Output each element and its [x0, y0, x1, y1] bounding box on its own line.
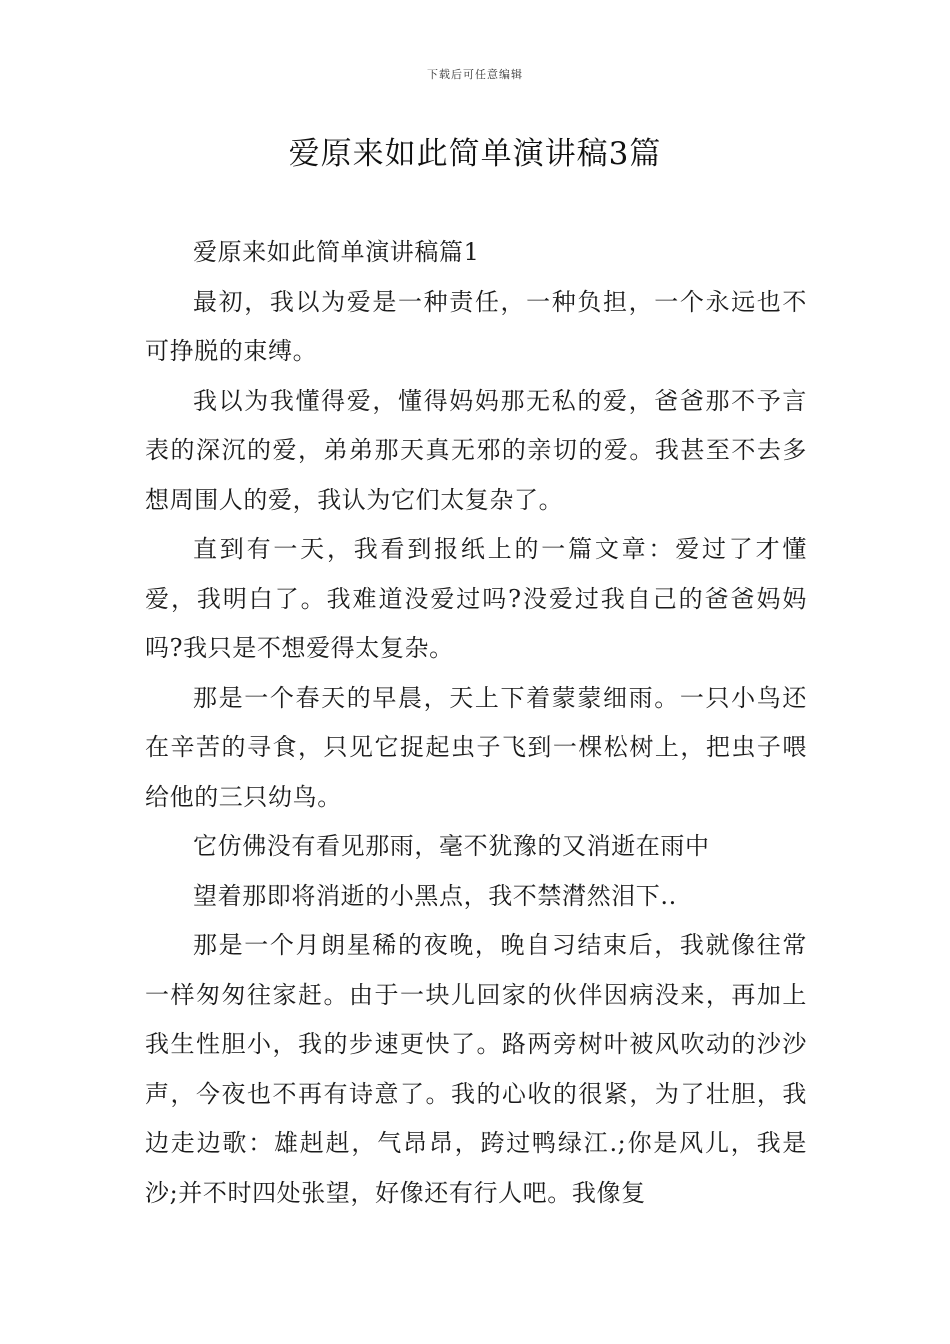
paragraph: 它仿佛没有看见那雨，毫不犹豫的又消逝在雨中: [193, 832, 710, 860]
header-note: 下载后可任意编辑: [427, 68, 523, 81]
paragraph: 望着那即将消逝的小黑点，我不禁潸然泪下..: [193, 881, 677, 910]
document-title: 爱原来如此简单演讲稿3篇: [288, 136, 662, 172]
section-heading: 爱原来如此简单演讲稿篇1: [193, 238, 480, 266]
paragraph: 那是一个春天的早晨，天上下着蒙蒙细雨。一只小鸟还在辛苦的寻食，只见它捉起虫子飞到一棵松树上，把虫子喂给他的三只幼鸟。: [145, 683, 807, 811]
document-body: [145, 228, 807, 1218]
paragraph: 直到有一天，我看到报纸上的一篇文章：爱过了才懂爱，我明白了。我难道没爱过吗?没爱过我自己的爸爸妈妈吗?我只是不想爱得太复杂。: [145, 535, 807, 662]
paragraph: 最初，我以为爱是一种责任，一种负担，一个永远也不可挣脱的束缚。: [145, 287, 807, 365]
paragraph: 那是一个月朗星稀的夜晚，晚自习结束后，我就像往常一样匆匆往家赶。由于一块儿回家的伙伴因病没来，再加上我生性胆小，我的步速更快了。路两旁树叶被风吹动的沙沙声，今夜也不再有诗意了。我的心收的很紧，为了壮胆，我边走边歌：雄赳赳，气昂昂，跨过鸭绿江.;你是风儿，我是沙;并不时四处张望，好像还有行人吧。我像复: [145, 931, 807, 1207]
paragraph: 我以为我懂得爱，懂得妈妈那无私的爱，爸爸那不予言表的深沉的爱，弟弟那天真无邪的亲切的爱。我甚至不去多想周围人的爱，我认为它们太复杂了。: [145, 386, 807, 514]
